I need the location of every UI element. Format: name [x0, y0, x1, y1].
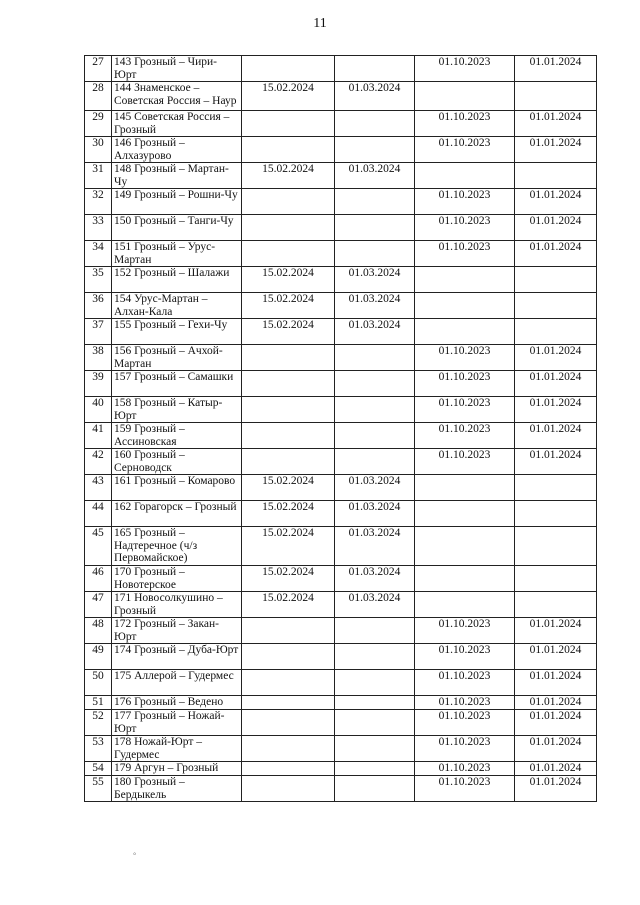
date-cell: 01.10.2023	[415, 345, 515, 371]
date-cell: 15.02.2024	[242, 527, 335, 566]
row-number: 53	[85, 736, 112, 762]
date-cell	[335, 137, 415, 163]
date-cell	[415, 501, 515, 527]
table-row	[85, 736, 597, 762]
date-cell: 15.02.2024	[242, 501, 335, 527]
date-cell	[515, 293, 597, 319]
date-cell: 01.01.2024	[515, 241, 597, 267]
date-cell	[242, 736, 335, 762]
date-cell	[242, 670, 335, 696]
row-number: 37	[85, 319, 112, 345]
route-name: 165 Грозный – Надтеречное (ч/з Первомайское)	[112, 527, 242, 566]
route-name: 180 Грозный – Бердыкель	[112, 776, 242, 802]
date-cell	[515, 163, 597, 189]
row-number: 48	[85, 618, 112, 644]
row-number: 47	[85, 592, 112, 618]
route-name: 155 Грозный – Гехи-Чу	[112, 319, 242, 345]
table-row	[85, 82, 597, 111]
date-cell	[335, 189, 415, 215]
date-cell	[515, 475, 597, 501]
date-cell	[242, 710, 335, 736]
date-cell	[242, 241, 335, 267]
date-cell	[515, 319, 597, 345]
table-row	[85, 644, 597, 670]
date-cell	[335, 696, 415, 710]
table-row	[85, 319, 597, 345]
route-name: 144 Знаменское – Советская Россия – Наур	[112, 82, 242, 111]
table-row	[85, 163, 597, 189]
route-name: 154 Урус-Мартан – Алхан-Кала	[112, 293, 242, 319]
table-row	[85, 670, 597, 696]
date-cell	[242, 449, 335, 475]
date-cell	[515, 527, 597, 566]
route-name: 177 Грозный – Ножай-Юрт	[112, 710, 242, 736]
date-cell: 01.01.2024	[515, 56, 597, 82]
date-cell	[242, 215, 335, 241]
route-name: 178 Ножай-Юрт – Гудермес	[112, 736, 242, 762]
route-name: 156 Грозный – Ачхой-Мартан	[112, 345, 242, 371]
table-row	[85, 762, 597, 776]
table-row	[85, 215, 597, 241]
row-number: 35	[85, 267, 112, 293]
table-row	[85, 397, 597, 423]
date-cell: 01.01.2024	[515, 215, 597, 241]
date-cell: 01.01.2024	[515, 449, 597, 475]
table-row	[85, 696, 597, 710]
date-cell: 01.10.2023	[415, 618, 515, 644]
date-cell: 01.10.2023	[415, 56, 515, 82]
route-name: 170 Грозный – Новотерское	[112, 566, 242, 592]
date-cell: 01.01.2024	[515, 137, 597, 163]
date-cell	[242, 423, 335, 449]
date-cell: 01.10.2023	[415, 423, 515, 449]
table-row	[85, 137, 597, 163]
table-row	[85, 267, 597, 293]
date-cell: 01.10.2023	[415, 670, 515, 696]
row-number: 36	[85, 293, 112, 319]
date-cell: 01.01.2024	[515, 736, 597, 762]
route-name: 179 Аргун – Грозный	[112, 762, 242, 776]
date-cell	[415, 319, 515, 345]
date-cell	[335, 397, 415, 423]
row-number: 46	[85, 566, 112, 592]
table-row	[85, 56, 597, 82]
row-number: 54	[85, 762, 112, 776]
date-cell: 01.01.2024	[515, 670, 597, 696]
date-cell: 01.01.2024	[515, 189, 597, 215]
route-name: 143 Грозный – Чири-Юрт	[112, 56, 242, 82]
row-number: 43	[85, 475, 112, 501]
route-name: 151 Грозный – Урус-Мартан	[112, 241, 242, 267]
date-cell: 01.01.2024	[515, 776, 597, 802]
row-number: 34	[85, 241, 112, 267]
row-number: 50	[85, 670, 112, 696]
row-number: 55	[85, 776, 112, 802]
route-name: 175 Аллерой – Гудермес	[112, 670, 242, 696]
date-cell	[515, 267, 597, 293]
date-cell	[515, 592, 597, 618]
date-cell: 01.03.2024	[335, 293, 415, 319]
date-cell: 01.10.2023	[415, 241, 515, 267]
row-number: 29	[85, 111, 112, 137]
date-cell: 01.01.2024	[515, 397, 597, 423]
route-name: 158 Грозный – Катыр-Юрт	[112, 397, 242, 423]
date-cell: 01.10.2023	[415, 644, 515, 670]
date-cell: 01.03.2024	[335, 527, 415, 566]
date-cell	[515, 82, 597, 111]
date-cell: 01.01.2024	[515, 762, 597, 776]
date-cell	[335, 345, 415, 371]
date-cell: 01.10.2023	[415, 189, 515, 215]
date-cell: 01.01.2024	[515, 423, 597, 449]
date-cell: 01.01.2024	[515, 618, 597, 644]
date-cell	[335, 736, 415, 762]
date-cell: 01.01.2024	[515, 345, 597, 371]
date-cell: 15.02.2024	[242, 293, 335, 319]
date-cell: 15.02.2024	[242, 592, 335, 618]
date-cell	[415, 527, 515, 566]
route-name: 174 Грозный – Дуба-Юрт	[112, 644, 242, 670]
route-name: 150 Грозный – Танги-Чу	[112, 215, 242, 241]
row-number: 31	[85, 163, 112, 189]
date-cell: 01.01.2024	[515, 371, 597, 397]
date-cell	[335, 241, 415, 267]
date-cell: 15.02.2024	[242, 267, 335, 293]
date-cell: 01.10.2023	[415, 397, 515, 423]
scan-mark: °	[133, 851, 137, 860]
row-number: 49	[85, 644, 112, 670]
date-cell: 01.10.2023	[415, 776, 515, 802]
date-cell	[515, 501, 597, 527]
route-name: 162 Горагорск – Грозный	[112, 501, 242, 527]
date-cell	[242, 56, 335, 82]
date-cell: 01.01.2024	[515, 111, 597, 137]
date-cell: 01.10.2023	[415, 710, 515, 736]
route-name: 161 Грозный – Комарово	[112, 475, 242, 501]
page-number: 11	[313, 16, 327, 31]
row-number: 41	[85, 423, 112, 449]
route-name: 159 Грозный – Ассиновская	[112, 423, 242, 449]
row-number: 39	[85, 371, 112, 397]
row-number: 52	[85, 710, 112, 736]
table-row	[85, 111, 597, 137]
date-cell	[335, 644, 415, 670]
date-cell: 15.02.2024	[242, 566, 335, 592]
row-number: 32	[85, 189, 112, 215]
date-cell	[415, 267, 515, 293]
date-cell	[335, 618, 415, 644]
table-row	[85, 501, 597, 527]
date-cell: 01.03.2024	[335, 566, 415, 592]
route-name: 146 Грозный – Алхазурово	[112, 137, 242, 163]
date-cell: 01.03.2024	[335, 319, 415, 345]
row-number: 40	[85, 397, 112, 423]
route-name: 148 Грозный – Мартан-Чу	[112, 163, 242, 189]
date-cell	[335, 710, 415, 736]
date-cell: 01.03.2024	[335, 592, 415, 618]
table-row	[85, 527, 597, 566]
date-cell	[242, 345, 335, 371]
table-row	[85, 189, 597, 215]
table-row	[85, 566, 597, 592]
routes-table	[84, 55, 597, 802]
table-row	[85, 710, 597, 736]
route-name: 171 Новосолкушино – Грозный	[112, 592, 242, 618]
table-row	[85, 618, 597, 644]
table-row	[85, 293, 597, 319]
date-cell	[335, 776, 415, 802]
date-cell: 01.03.2024	[335, 267, 415, 293]
date-cell: 01.10.2023	[415, 111, 515, 137]
table-row	[85, 449, 597, 475]
date-cell	[335, 762, 415, 776]
row-number: 42	[85, 449, 112, 475]
routes-table-body	[85, 56, 597, 802]
route-name: 152 Грозный – Шалажи	[112, 267, 242, 293]
route-name: 172 Грозный – Закан-Юрт	[112, 618, 242, 644]
date-cell: 01.01.2024	[515, 644, 597, 670]
table-row	[85, 475, 597, 501]
date-cell	[415, 566, 515, 592]
date-cell: 01.10.2023	[415, 762, 515, 776]
date-cell	[335, 670, 415, 696]
date-cell	[415, 82, 515, 111]
date-cell	[242, 371, 335, 397]
date-cell: 15.02.2024	[242, 82, 335, 111]
date-cell: 01.03.2024	[335, 163, 415, 189]
row-number: 30	[85, 137, 112, 163]
row-number: 33	[85, 215, 112, 241]
date-cell	[335, 371, 415, 397]
row-number: 45	[85, 527, 112, 566]
date-cell	[242, 137, 335, 163]
date-cell	[515, 566, 597, 592]
route-name: 176 Грозный – Ведено	[112, 696, 242, 710]
table-row	[85, 371, 597, 397]
date-cell	[335, 449, 415, 475]
table-row	[85, 241, 597, 267]
date-cell: 01.01.2024	[515, 696, 597, 710]
date-cell: 01.10.2023	[415, 371, 515, 397]
route-name: 157 Грозный – Самашки	[112, 371, 242, 397]
row-number: 44	[85, 501, 112, 527]
date-cell	[242, 189, 335, 215]
date-cell	[335, 215, 415, 241]
date-cell: 15.02.2024	[242, 319, 335, 345]
date-cell: 01.01.2024	[515, 710, 597, 736]
date-cell	[242, 644, 335, 670]
date-cell	[335, 111, 415, 137]
row-number: 51	[85, 696, 112, 710]
route-name: 160 Грозный – Серноводск	[112, 449, 242, 475]
row-number: 27	[85, 56, 112, 82]
table-row	[85, 776, 597, 802]
date-cell	[415, 592, 515, 618]
date-cell	[415, 163, 515, 189]
date-cell: 01.03.2024	[335, 82, 415, 111]
date-cell: 01.10.2023	[415, 696, 515, 710]
date-cell: 01.10.2023	[415, 215, 515, 241]
date-cell: 01.03.2024	[335, 501, 415, 527]
date-cell: 15.02.2024	[242, 163, 335, 189]
date-cell	[335, 56, 415, 82]
date-cell	[242, 696, 335, 710]
row-number: 28	[85, 82, 112, 111]
date-cell: 15.02.2024	[242, 475, 335, 501]
date-cell	[335, 423, 415, 449]
date-cell	[242, 111, 335, 137]
table-row	[85, 345, 597, 371]
date-cell	[242, 397, 335, 423]
date-cell	[415, 475, 515, 501]
date-cell	[242, 618, 335, 644]
date-cell	[415, 293, 515, 319]
date-cell: 01.10.2023	[415, 137, 515, 163]
date-cell	[242, 776, 335, 802]
table-row	[85, 592, 597, 618]
date-cell: 01.03.2024	[335, 475, 415, 501]
table-row	[85, 423, 597, 449]
date-cell	[242, 762, 335, 776]
date-cell: 01.10.2023	[415, 449, 515, 475]
date-cell: 01.10.2023	[415, 736, 515, 762]
route-name: 149 Грозный – Рошни-Чу	[112, 189, 242, 215]
route-name: 145 Советская Россия – Грозный	[112, 111, 242, 137]
row-number: 38	[85, 345, 112, 371]
